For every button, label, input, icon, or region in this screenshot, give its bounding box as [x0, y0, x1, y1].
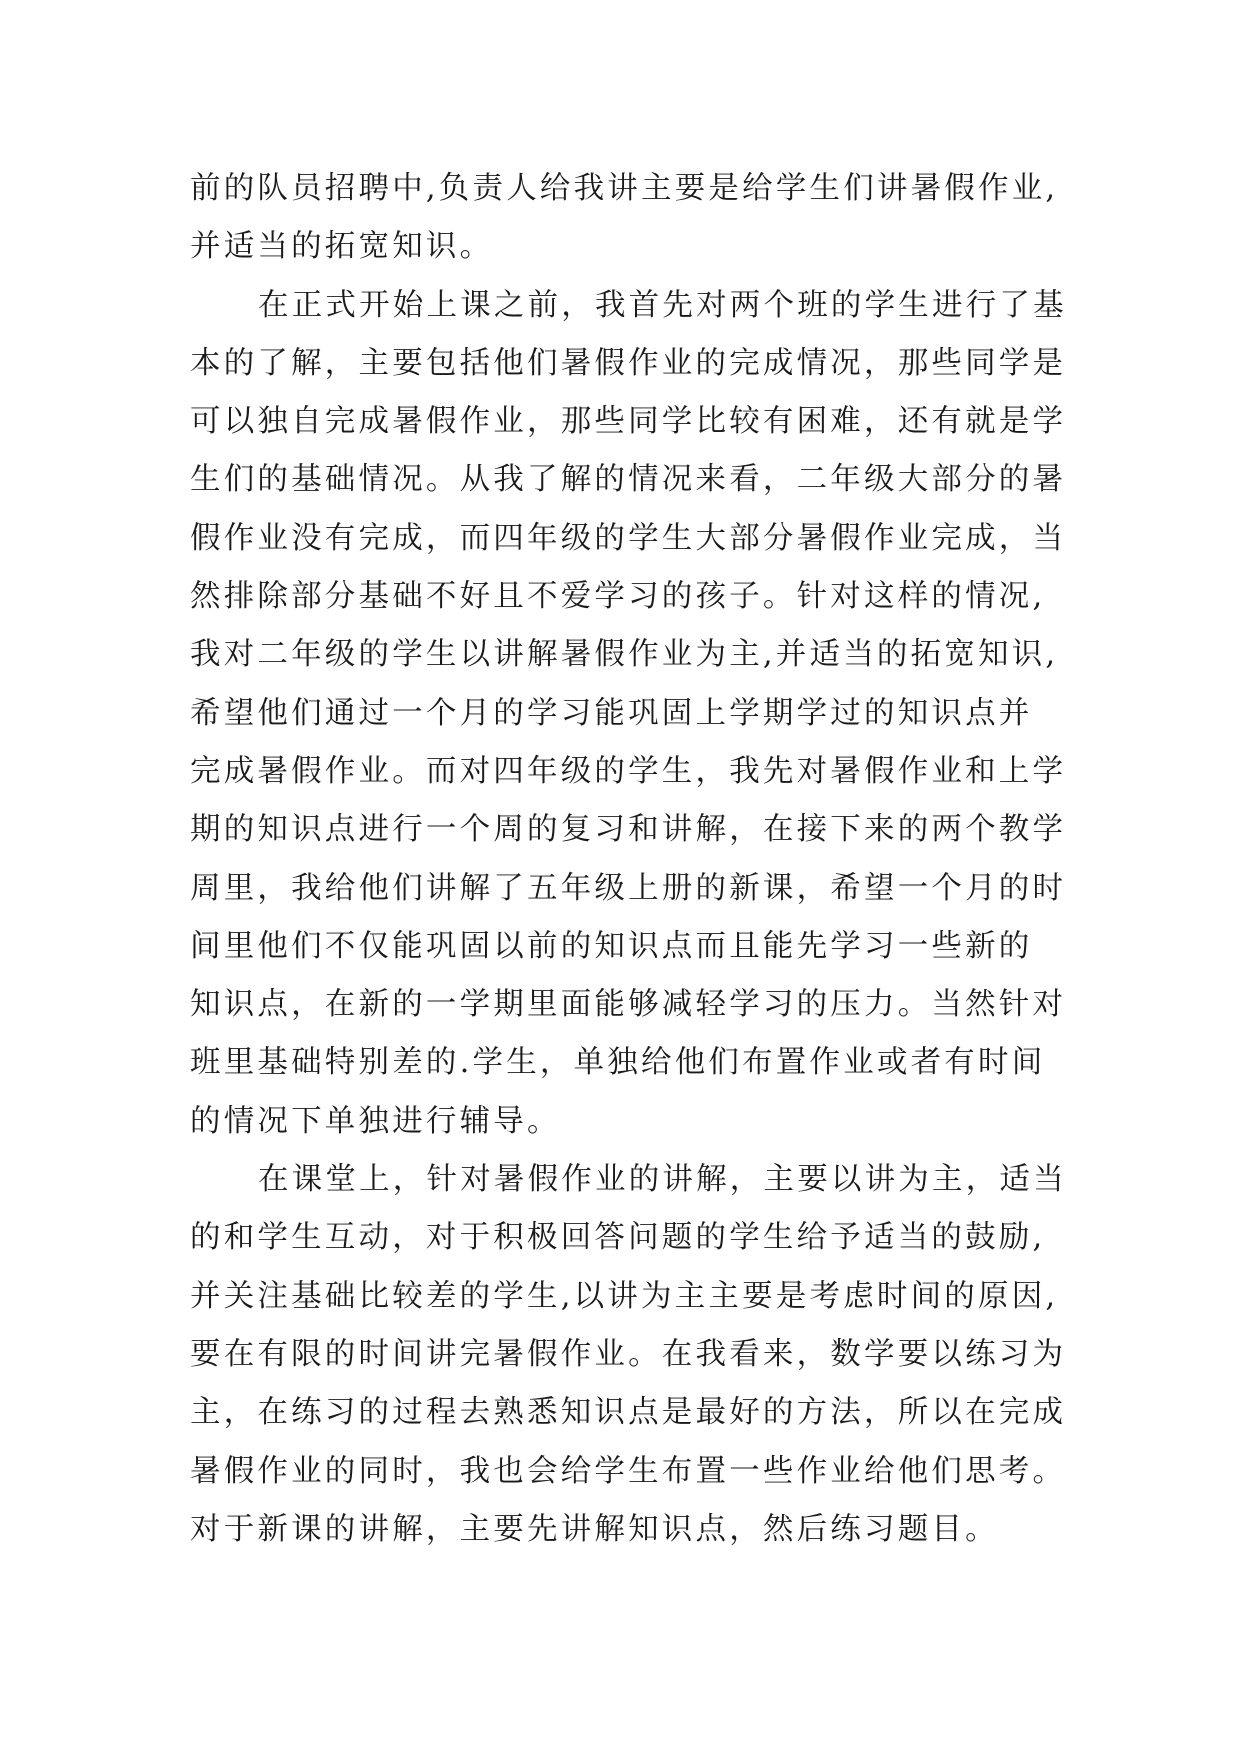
text-line: 前的队员招聘中,负责人给我讲主要是给学生们讲暑假作业, — [190, 171, 1059, 206]
text-line: 本的了解，主要包括他们暑假作业的完成情况，那些同学是 — [190, 345, 1067, 381]
text-line: 暑假作业的同时，我也会给学生布置一些作业给他们思考。 — [190, 1453, 1067, 1489]
text-line: 假作业没有完成，而四年级的学生大部分暑假作业完成，当 — [190, 520, 1067, 556]
text-line: 主，在练习的过程去熟悉知识点是最好的方法，所以在完成 — [190, 1395, 1067, 1431]
body-text — [190, 160, 1090, 1559]
text-line: 班里基础特别差的.学生，单独给他们布置作业或者有时间 — [190, 1045, 1046, 1081]
text-line: 并适当的拓宽知识。 — [190, 229, 494, 265]
text-line: 期的知识点进行一个周的复习和讲解，在接下来的两个教学 — [190, 812, 1067, 848]
text-line: 然排除部分基础不好且不爱学习的孩子。针对这样的情况, — [190, 579, 1046, 615]
text-line: 间里他们不仅能巩固以前的知识点而且能先学习一些新的 — [190, 928, 1033, 964]
text-line: 知识点，在新的一学期里面能够减轻学习的压力。当然针对 — [190, 987, 1067, 1023]
text-line: 的情况下单独进行辅导。 — [190, 1103, 561, 1139]
text-line: 的和学生互动，对于积极回答问题的学生给予适当的鼓励, — [190, 1220, 1046, 1256]
text-line: 可以独自完成暑假作业，那些同学比较有困难，还有就是学 — [190, 404, 1067, 440]
text-line: 完成暑假作业。而对四年级的学生，我先对暑假作业和上学 — [190, 753, 1067, 789]
text-line: 并关注基础比较差的学生,以讲为主主要是考虑时间的原因, — [190, 1278, 1059, 1314]
paragraph-start-line: 在课堂上，针对暑假作业的讲解，主要以讲为主，适当 — [258, 1162, 1067, 1198]
text-line: 生们的基础情况。从我了解的情况来看，二年级大部分的暑 — [190, 462, 1067, 498]
text-line: 希望他们通过一个月的学习能巩固上学期学过的知识点并 — [190, 695, 1033, 731]
text-line: 我对二年级的学生以讲解暑假作业为主,并适当的拓宽知识, — [190, 637, 1059, 673]
text-line: 要在有限的时间讲完暑假作业。在我看来，数学要以练习为 — [190, 1336, 1067, 1372]
text-line: 周里，我给他们讲解了五年级上册的新课，希望一个月的时 — [190, 870, 1067, 906]
paragraph-start-line: 在正式开始上课之前，我首先对两个班的学生进行了基 — [258, 287, 1067, 323]
text-line: 对于新课的讲解，主要先讲解知识点，然后练习题目。 — [190, 1511, 999, 1547]
